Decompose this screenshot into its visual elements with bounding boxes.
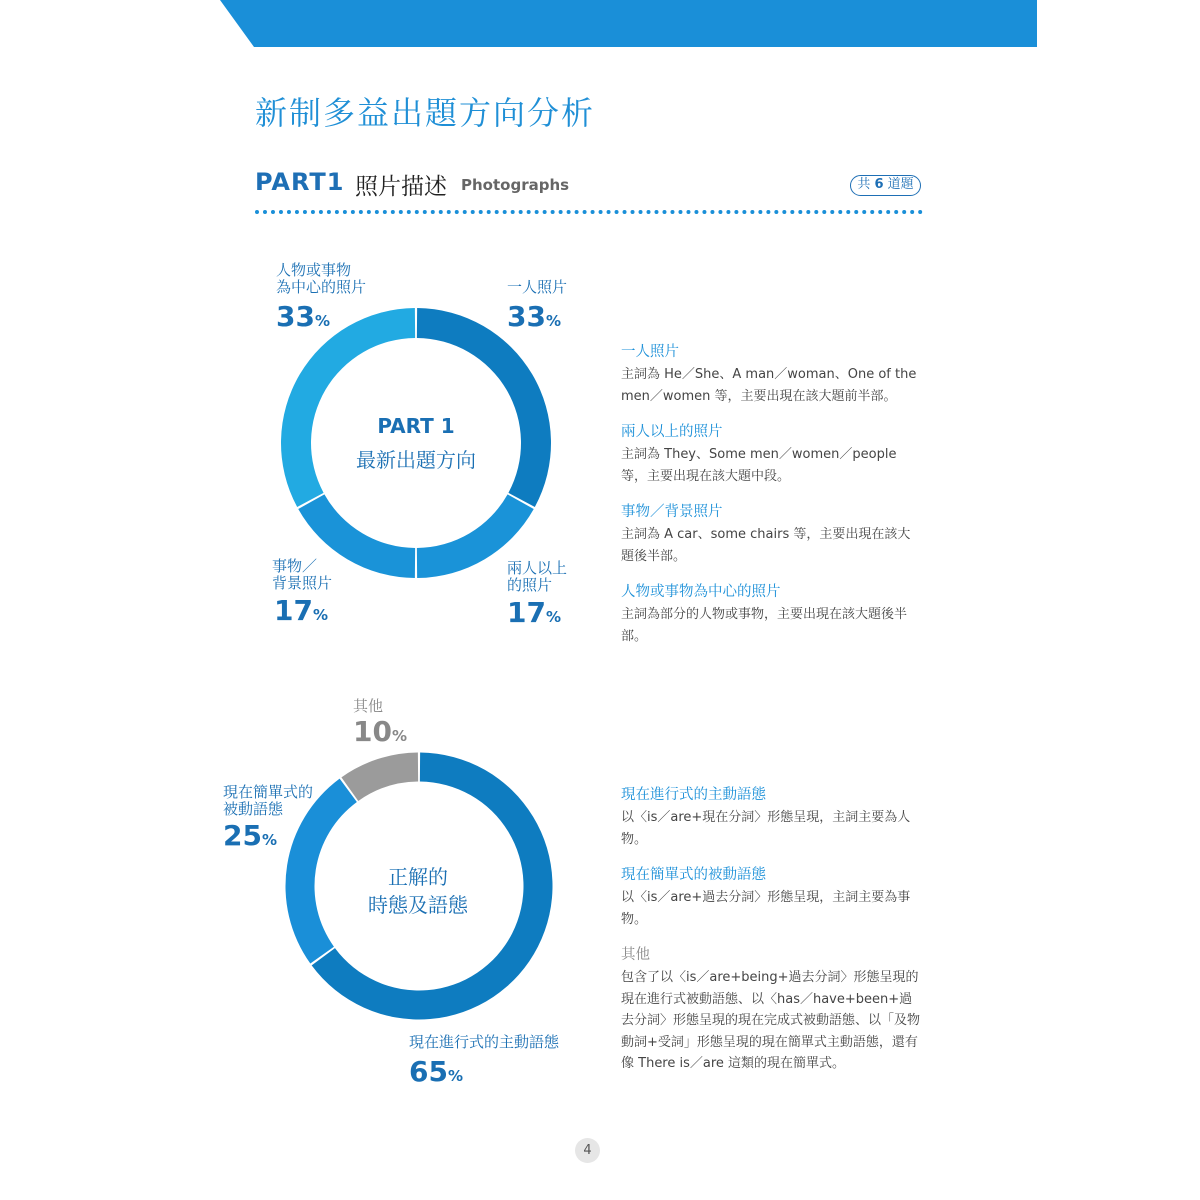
- desc2-text-passive: 以〈is／are+過去分詞〉形態呈現，主詞主要為事物。: [621, 890, 911, 927]
- chart2-pct-active-value: 65: [409, 1055, 448, 1088]
- desc1-title-one-person: 一人照片: [621, 344, 679, 360]
- desc1-text-two-people: 主詞為 They、Some men／women／people 等，主要出現在該大題中段。: [621, 447, 897, 484]
- chart2-pct-other-value: 10: [353, 715, 392, 748]
- page-title: 新制多益出題方向分析: [255, 94, 596, 132]
- chart2-label-passive: [223, 784, 313, 818]
- pct-sign: %: [545, 608, 561, 626]
- chart1-label-two-people-line2: 的照片: [507, 576, 553, 594]
- desc1-title-two-people: 兩人以上的照片: [621, 424, 723, 440]
- chart1-label-background-line1: 事物／: [272, 557, 318, 575]
- chart1-label-background-line2: 背景照片: [272, 574, 333, 592]
- chart1-label-center-focus-line1: 人物或事物: [276, 261, 352, 279]
- desc1-text-background: 主詞為 A car、some chairs 等，主要出現在該大題後半部。: [621, 527, 911, 564]
- chart1-slice-0: [417, 308, 551, 507]
- chart2-descriptions: [621, 783, 923, 1075]
- part-label: PART1: [255, 168, 345, 196]
- desc2-title-other: 其他: [621, 947, 650, 963]
- count-prefix: 共: [857, 177, 871, 192]
- page-number: 4: [575, 1138, 600, 1163]
- desc2-title-passive: 現在簡單式的被動語態: [621, 867, 766, 883]
- chart2-label-passive-line2: 被動語態: [223, 800, 284, 818]
- count-suffix: 道題: [887, 177, 914, 192]
- desc1-text-center-focus: 主詞為部分的人物或事物，主要出現在該大題後半部。: [621, 607, 908, 644]
- chart1-pct-background-value: 17: [274, 594, 313, 627]
- pct-sign: %: [391, 727, 407, 745]
- chart2-label-passive-line1: 現在簡單式的: [223, 783, 314, 801]
- desc2-text-active: 以〈is／are+現在分詞〉形態呈現，主詞主要為人物。: [621, 810, 911, 847]
- chart1-pct-two-people: [507, 598, 561, 632]
- chart2-label-other-line1: 其他: [353, 697, 384, 715]
- desc2-text-other: 包含了以〈is／are+being+過去分詞〉形態呈現的現在進行式被動語態、以〈has／have+been+過去分詞〉形態呈現的現在完成式被動語態、以「及物動詞+受詞」形態呈現的現在簡單式主動語態，還有像 There is／are 這類的現在簡單式。: [621, 970, 921, 1071]
- chart1-label-center-focus-line2: 為中心的照片: [276, 278, 367, 296]
- desc1-text-one-person: 主詞為 He／She、A man／woman、One of the men／women 等，主要出現在該大題前半部。: [621, 367, 917, 404]
- chart1-pct-one-person: [507, 302, 561, 336]
- chart2-pct-passive-value: 25: [223, 819, 262, 852]
- chart2-label-active-line1: 現在進行式的主動語態: [409, 1033, 560, 1051]
- chart1-slice-3: [281, 308, 415, 507]
- pct-sign: %: [312, 606, 328, 624]
- count-number: 6: [874, 177, 884, 192]
- chart1-pct-center-focus: [276, 302, 330, 336]
- chart2-label-active: [409, 1034, 559, 1051]
- desc2-title-active: 現在進行式的主動語態: [621, 787, 766, 803]
- desc1-title-background: 事物／背景照片: [621, 504, 723, 520]
- chart1-label-two-people: [507, 560, 567, 594]
- pct-sign: %: [545, 312, 561, 330]
- part-title-zh: 照片描述: [355, 174, 447, 200]
- part-title-en: Photographs: [461, 176, 570, 194]
- chart1-label-one-person-line1: 一人照片: [507, 278, 568, 296]
- chart2-pct-active: [409, 1057, 463, 1091]
- chart2-pct-other: [353, 717, 407, 751]
- pct-sign: %: [261, 831, 277, 849]
- chart2-center-line2: 時態及語態: [368, 893, 468, 917]
- chart1-center-line2: 最新出題方向: [356, 448, 476, 472]
- chart1-pct-one-person-value: 33: [507, 300, 546, 333]
- chart1-descriptions: [621, 340, 923, 647]
- chart2-slice-2: [341, 753, 418, 801]
- pct-sign: %: [447, 1067, 463, 1085]
- chart2-label-other: [353, 698, 383, 715]
- chart2-center-line1: 正解的: [388, 865, 448, 889]
- chart2-pct-passive: [223, 821, 277, 855]
- pct-sign: %: [314, 312, 330, 330]
- chart1-label-background: [272, 558, 332, 592]
- chart1-label-one-person: [507, 279, 567, 296]
- desc1-title-center-focus: 人物或事物為中心的照片: [621, 584, 781, 600]
- chart1-center-line1: PART 1: [377, 414, 455, 438]
- chart1-pct-two-people-value: 17: [507, 596, 546, 629]
- chart1-label-two-people-line1: 兩人以上: [507, 559, 568, 577]
- chart1-pct-center-focus-value: 33: [276, 300, 315, 333]
- chart1-pct-background: [274, 596, 328, 630]
- chart1-label-center-focus: [276, 262, 366, 296]
